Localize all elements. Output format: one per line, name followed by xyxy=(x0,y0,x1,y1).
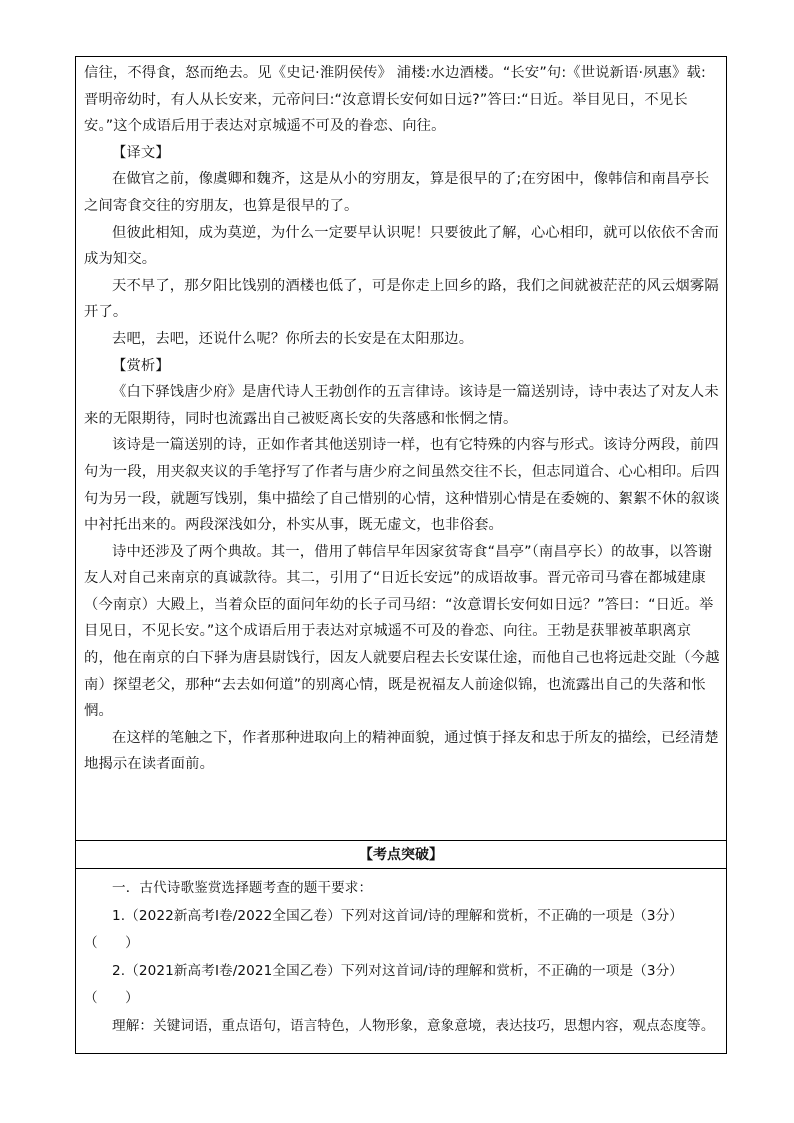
appreciation-paragraph-1: 《白下驿饯唐少府》是唐代诗人王勃创作的五言律诗。该诗是一篇送别诗，诗中表达了对友人未来的无限期待，同时也流露出自己被贬离长安的失落感和怅惘之情。 xyxy=(84,384,719,427)
appreciation-paragraph-2: 该诗是一篇送别的诗，正如作者其他送别诗一样，也有它特殊的内容与形式。该诗分两段，前四句为一段，用夹叙夹议的手笔抒写了作者与唐少府之间虽然交往不长，但志同道合、心心相印。后四句为另一段，就题写饯别，集中描绘了自己惜别的心情，这种惜别心情是在委婉的、絮絮不休的叙谈中衬托出来的。两段深浅如分，朴实从事，既无虚文，也非俗套。 xyxy=(84,437,720,534)
appreciation-paragraph-3: 诗中还涉及了两个典故。其一，借用了韩信早年因家贫寄食“昌亭”（南昌亭长）的故事，以答谢友人对自己来南京的真诚款待。其二，引用了“日近长安远”的成语故事。晋元帝司马睿在都城建康（今南京）大殿上，当着众臣的面问年幼的长子司马绍：“汝意谓长安何如日远？”答曰：“日近。举目见日，不见长安。”这个成语后用于表达对京城遥不可及的眷恋、向往。王勃是获罪被革职离京的，他在南京的白下驿为唐县尉饯行，因友人就要启程去长安谋仕途，而他自己也将远赴交趾（今越南）探望老父，那种“去去如何道”的别离心情，既是祝福友人前途似锦，也流露出自己的失落和怅惘。 xyxy=(84,543,720,720)
appreciation-paragraph-4: 在这样的笔触之下，作者那种进取向上的精神面貌，通过慎于择友和忠于所友的描绘，已经清楚地揭示在读者面前。 xyxy=(84,729,719,773)
translation-heading: 【译文】 xyxy=(112,144,170,161)
exam-line-1: 一．古代诗歌鉴赏选择题考查的题干要求： xyxy=(112,880,373,896)
translation-paragraph-1: 在做官之前，像虞卿和魏齐，这是从小的穷朋友，算是很早的了;在穷困中，像韩信和南昌亭长之间寄食交往的穷朋友，也算是很早的了。 xyxy=(84,171,710,214)
translation-paragraph-3: 天不早了，那夕阳比饯别的酒楼也低了，可是你走上回乡的路，我们之间就被茫茫的风云烟雾隔开了。 xyxy=(84,277,719,321)
exam-section-title: 【考点突破】 xyxy=(359,847,443,863)
translation-paragraph-2: 但彼此相知，成为莫逆，为什么一定要早认识呢！只要彼此了解，心心相印，就可以依依不舍而成为知交。 xyxy=(84,224,719,268)
exam-requirements-section xyxy=(84,875,720,1040)
exam-line-3: 2.（2021新高考Ⅰ卷/2021全国乙卷）下列对这首词/诗的理解和赏析，不正确的一项是（3分）（ ） xyxy=(84,962,683,1006)
exam-line-2: 1.（2022新高考Ⅰ卷/2022全国乙卷）下列对这首词/诗的理解和赏析，不正确的一项是（3分）（ ） xyxy=(84,907,683,951)
table-row-divider xyxy=(75,840,727,841)
table-row-divider xyxy=(75,868,727,869)
appreciation-heading: 【赏析】 xyxy=(112,357,170,374)
exam-line-4: 理解：关键词语，重点语句，语言特色，人物形象，意象意境，表达技巧，思想内容，观点态度等。 xyxy=(112,1017,715,1034)
notes-paragraph: 信往，不得食，怒而绝去。见《史记·淮阴侯传》 浦楼:水边酒楼。“长安”句:《世说新语·夙惠》载:晋明帝幼时，有人从长安来，元帝问曰:“汝意谓长安何如日远?”答曰:“日近。举目见日，不见长安。”这个成语后用于表达对京城遥不可及的眷恋、向往。 xyxy=(84,65,706,135)
poem-analysis-section xyxy=(84,60,720,778)
translation-paragraph-4: 去吧，去吧，还说什么呢？你所去的长安是在太阳那边。 xyxy=(112,330,474,347)
